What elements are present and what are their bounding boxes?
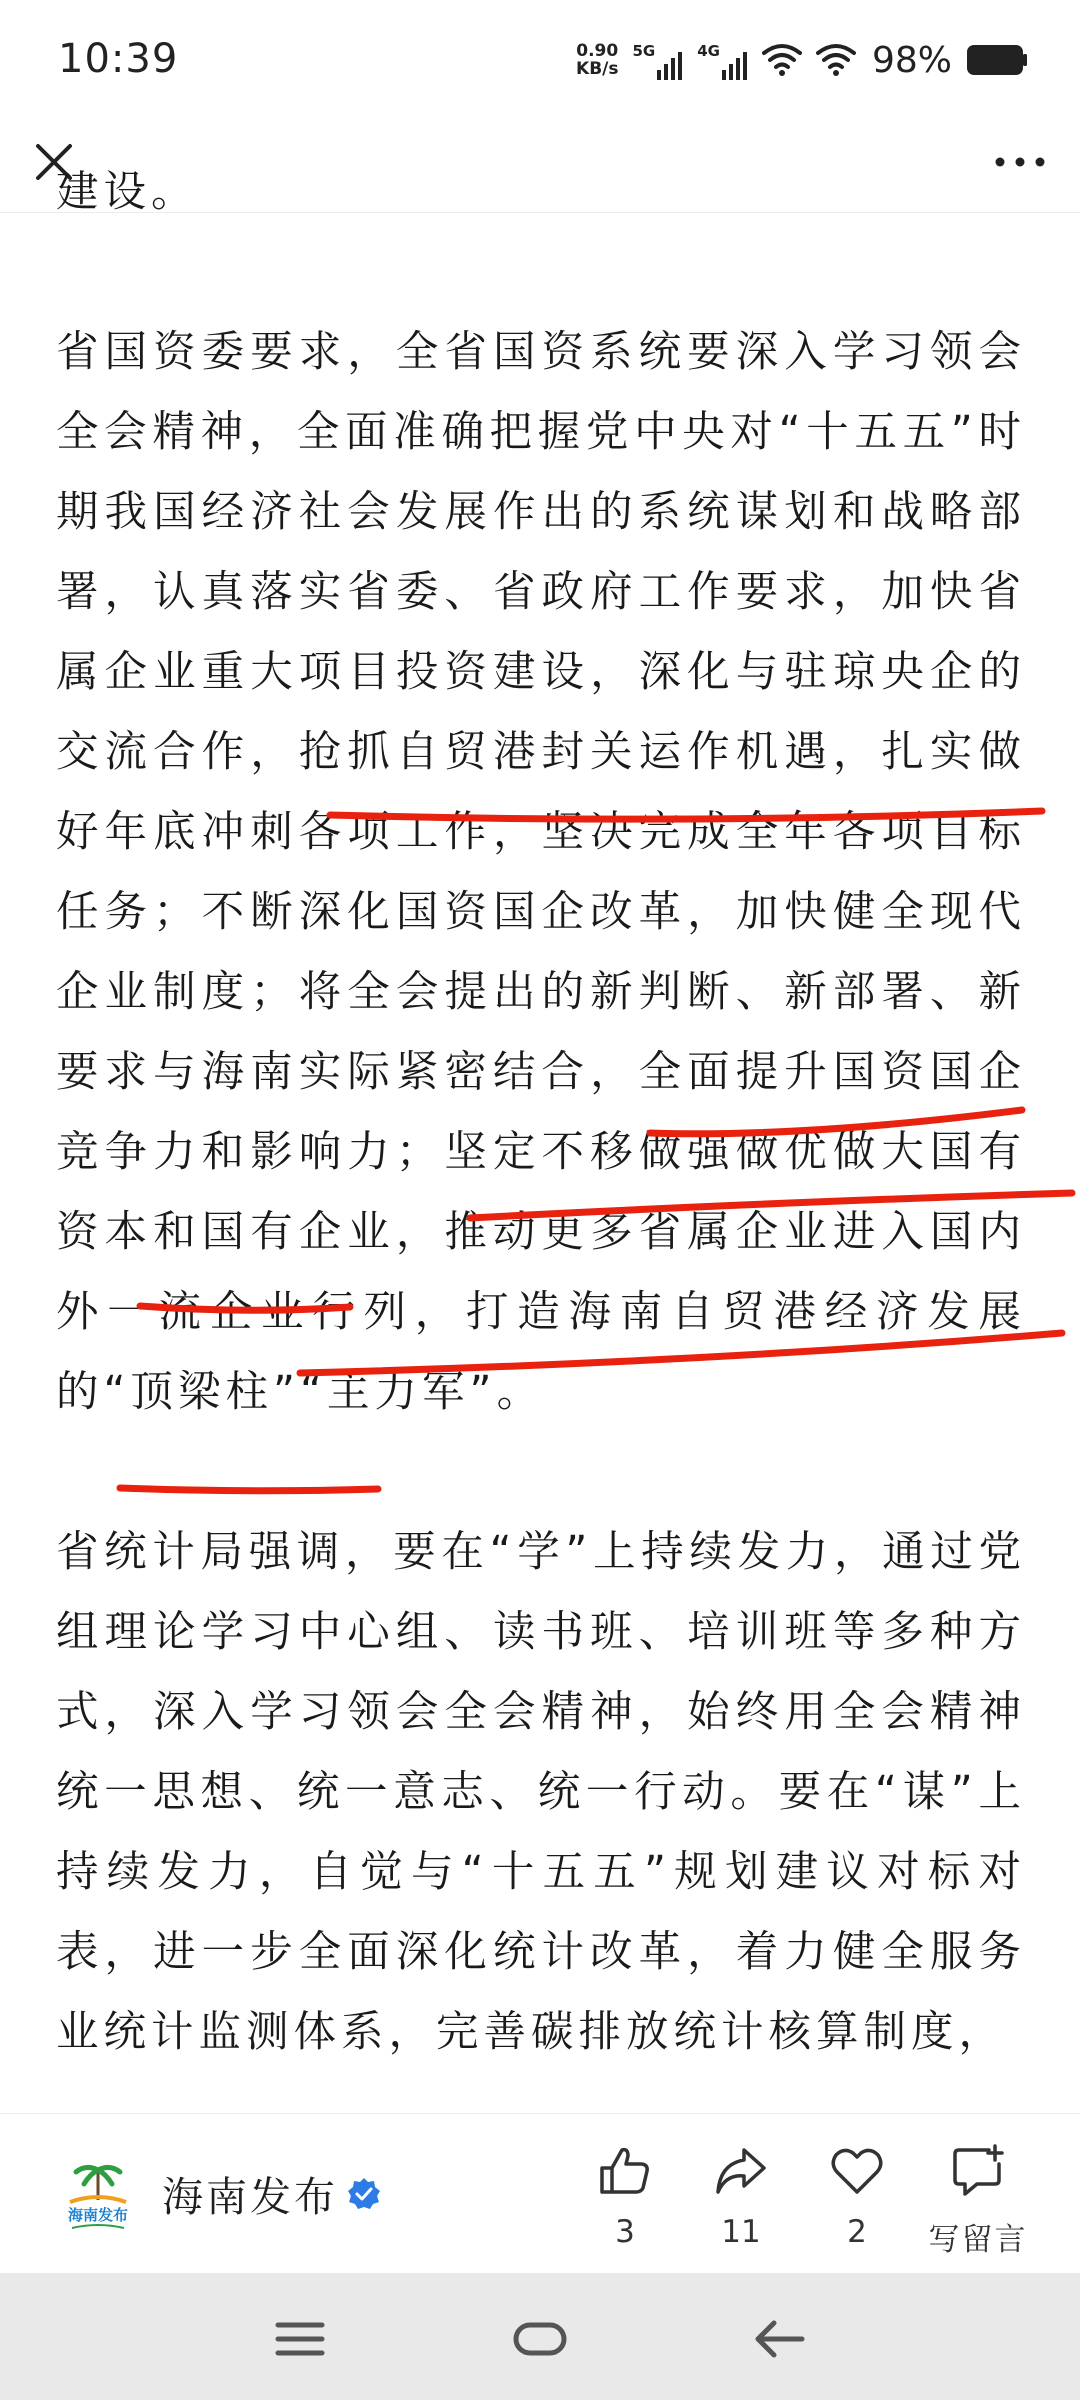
back-icon[interactable] bbox=[750, 2309, 810, 2369]
system-nav-bar bbox=[0, 2273, 1080, 2400]
battery-icon bbox=[966, 43, 1028, 77]
network-speed bbox=[576, 42, 618, 78]
article-paragraph: 省国资委要求，全省国资系统要深入学习领会全会精神，全面准确把握党中央对“十五五”时期我国经济社会发展作出的系统谋划和战略部署，认真落实省委、省政府工作要求，加快省属企业重大项目投资建设，深化与驻琼央企的交流合作，抢抓自贸港封关运作机遇，扎实做好年底冲刺各项工作，坚决完成全年各项目标任务；不断深化国资国企改革，加快健全现代企业制度；将全会提出的新判断、新部署、新要求与海南实际紧密结合，全面提升国资国企竞争力和影响力；坚定不移做强做优做大国有资本和国有企业，推动更多省属企业进入国内外一流企业行列，打造海南自贸港经济发展的“顶梁柱”“主力军”。 bbox=[56, 328, 1026, 1417]
thumbs-up-icon bbox=[596, 2142, 654, 2200]
home-icon[interactable] bbox=[510, 2309, 570, 2369]
network-speed-unit: KB/s bbox=[576, 59, 619, 79]
article-paragraph: 省统计局强调，要在“学”上持续发力，通过党组理论学习中心组、读书班、培训班等多种方式，深入学习领会全会精神，始终用全会精神统一思想、统一意志、统一行动。要在“谋”上持续发力，自觉与“十五五”规划建议对标对表，进一步全面深化统计改革，着力健全服务业统计监测体系，完善碳排放统计核算制度， bbox=[56, 1528, 1026, 2057]
wifi-icon bbox=[816, 43, 856, 77]
paragraph-gap bbox=[56, 1433, 1026, 1513]
author-logo[interactable] bbox=[56, 2156, 140, 2240]
article-body bbox=[0, 168, 1080, 2113]
like-button[interactable] bbox=[570, 2142, 680, 2262]
comment-add-icon bbox=[949, 2142, 1007, 2200]
network-speed-value: 0.90 bbox=[576, 41, 619, 61]
paragraph-gap bbox=[56, 233, 1026, 313]
like-count: 3 bbox=[615, 2214, 635, 2250]
share-arrow-icon bbox=[712, 2142, 770, 2200]
status-time: 10:39 bbox=[58, 36, 179, 82]
share-count: 11 bbox=[721, 2214, 761, 2250]
share-button[interactable] bbox=[686, 2142, 796, 2262]
status-bar bbox=[0, 0, 1080, 120]
article-action-bar bbox=[0, 2113, 1080, 2274]
signal-bars-icon bbox=[722, 50, 748, 80]
battery-level: 98% bbox=[871, 39, 952, 81]
write-comment-label: 写留言 bbox=[928, 2222, 1028, 2258]
favorite-button[interactable] bbox=[802, 2142, 912, 2262]
signal-bars-icon bbox=[657, 50, 683, 80]
status-indicators bbox=[576, 38, 1028, 82]
author-name[interactable]: 海南发布 bbox=[162, 2173, 338, 2221]
favorite-count: 2 bbox=[847, 2214, 867, 2250]
article-paragraph: 建设。 bbox=[56, 168, 199, 217]
menu-icon[interactable] bbox=[270, 2309, 330, 2369]
wifi-icon bbox=[762, 43, 802, 77]
article-content bbox=[56, 153, 1026, 2073]
signal-4g bbox=[697, 40, 748, 80]
write-comment-button[interactable] bbox=[918, 2142, 1038, 2262]
signal-5g-label: 5G bbox=[632, 42, 656, 60]
signal-4g-label: 4G bbox=[697, 42, 720, 60]
svg-text:海南发布: 海南发布 bbox=[67, 2206, 129, 2224]
signal-5g bbox=[632, 40, 683, 80]
verified-badge-icon bbox=[346, 2176, 382, 2212]
heart-icon bbox=[828, 2142, 886, 2200]
